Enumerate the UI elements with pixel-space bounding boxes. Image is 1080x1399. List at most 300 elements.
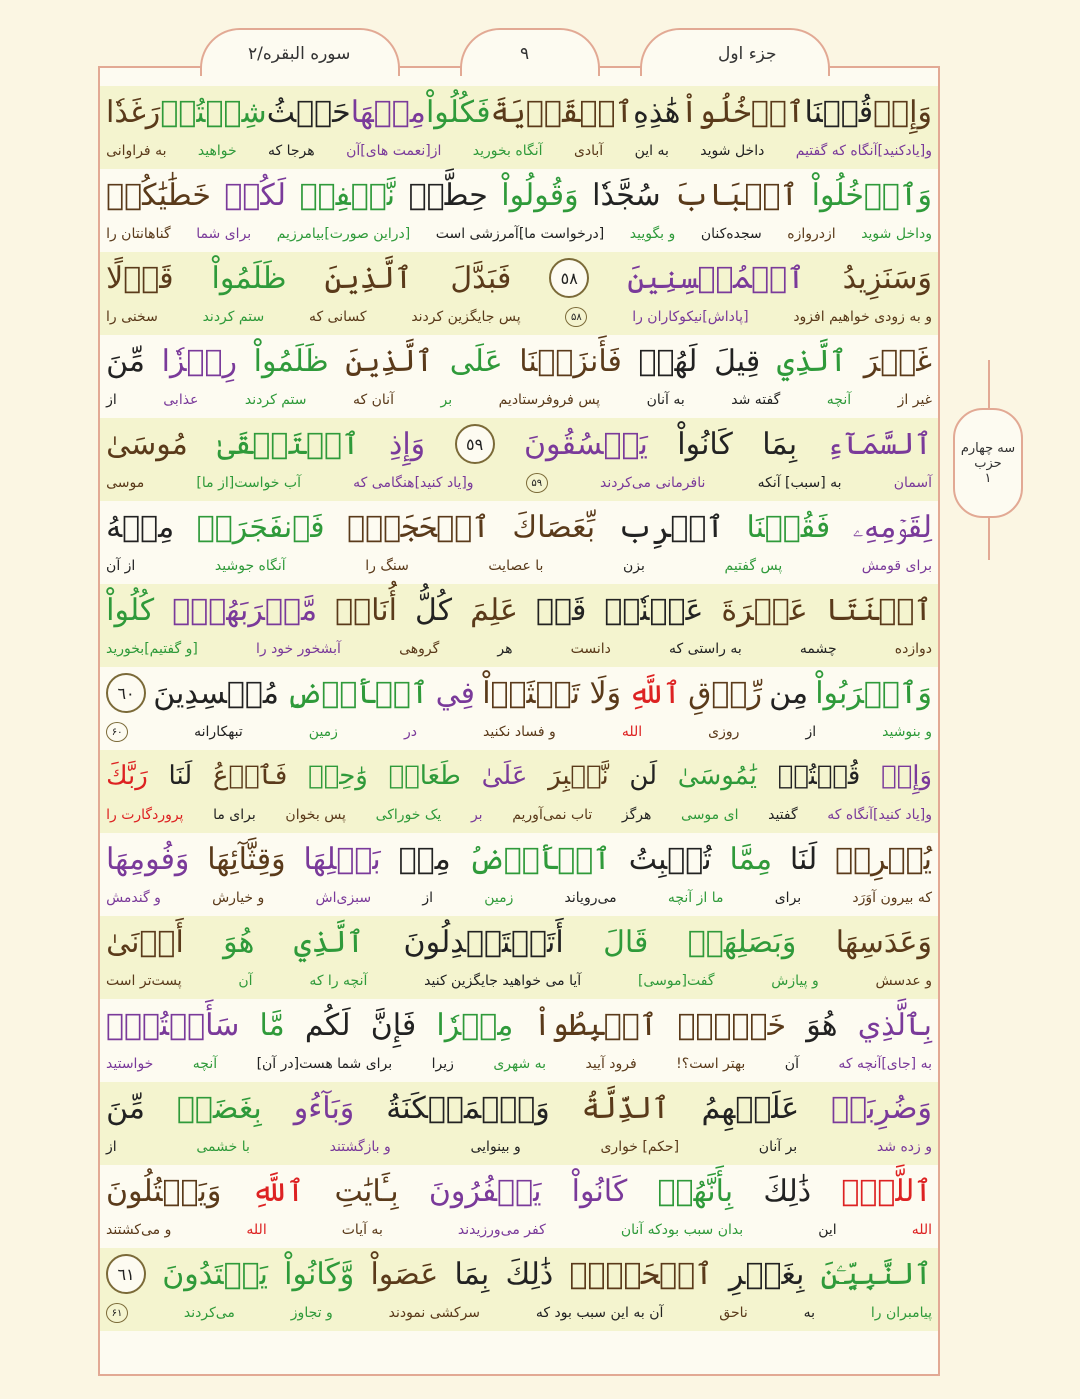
persian-word: از xyxy=(106,392,117,408)
persian-line xyxy=(106,1217,932,1243)
arabic-word: قُلۡنَا xyxy=(804,94,874,130)
arabic-word: يَفۡسُقُونَ xyxy=(523,426,648,462)
arabic-word: مِنۡهُ xyxy=(106,509,175,545)
arabic-word: مِصۡرٗا xyxy=(436,1007,514,1043)
persian-word: این xyxy=(818,1222,837,1238)
arabic-word: لَهُمۡ xyxy=(638,343,698,379)
ayah-number-small: ۶۰ xyxy=(106,722,128,742)
persian-word: و به زودی خواهیم افزود xyxy=(793,309,932,325)
arabic-line xyxy=(106,1250,932,1298)
arabic-word: ٱثۡنَتَا xyxy=(825,592,932,628)
arabic-line xyxy=(106,420,932,468)
arabic-line xyxy=(106,918,932,966)
arabic-word: فَإِنَّ xyxy=(370,1007,417,1043)
persian-word: تبهکارانه xyxy=(194,724,243,740)
persian-line xyxy=(106,470,932,496)
hizb-line-bottom xyxy=(988,518,990,560)
arabic-word: ٱللَّهِۗ xyxy=(841,1173,932,1209)
persian-word: ستم کردند xyxy=(202,309,265,325)
persian-line xyxy=(106,719,932,745)
persian-line xyxy=(106,138,932,164)
persian-word: آنان که xyxy=(353,392,394,408)
arabic-word: بِغَضَبٖ xyxy=(176,1090,262,1126)
persian-word: برای شما هست[در آن] xyxy=(256,1056,393,1072)
arabic-word: رِّزۡقِ xyxy=(688,675,762,711)
persian-word: به [جای]آنچه که xyxy=(838,1056,932,1072)
persian-word: به این xyxy=(634,143,669,159)
persian-word: زمین xyxy=(484,890,514,906)
arabic-word: رَبَّكَ xyxy=(106,761,148,791)
persian-line xyxy=(106,802,932,828)
verse-row xyxy=(100,418,938,501)
persian-word: گفته شد xyxy=(731,392,781,408)
persian-word: ای موسی xyxy=(681,807,739,823)
arabic-word: قِيلَ xyxy=(714,343,761,379)
arabic-word: أَتَسۡتَبۡدِلُونَ xyxy=(403,924,564,960)
persian-word: برای xyxy=(774,890,802,906)
arabic-word: سَأَلۡتُمۡۗ xyxy=(106,1007,240,1043)
arabic-word: فَبَدَّلَ xyxy=(450,260,512,296)
persian-word: ناحق xyxy=(719,1305,748,1321)
persian-word: آیا می خواهید جایگزین کنید xyxy=(424,973,582,989)
persian-word: [درخواست ما]آمرزشی است xyxy=(435,226,605,242)
arabic-word: ٱلۡمُحۡسِنِينَ xyxy=(627,260,805,296)
persian-word: از آن xyxy=(106,558,136,574)
persian-word: پس جایگزین کردند xyxy=(411,309,521,325)
persian-word: و زده شد xyxy=(876,1139,932,1155)
arabic-line xyxy=(106,586,932,634)
arabic-word: طَعَامٖ xyxy=(388,761,461,791)
persian-word: به آیات xyxy=(341,1222,383,1238)
persian-word: برای شما xyxy=(196,226,252,242)
verse-row xyxy=(100,916,938,999)
persian-word: خواستید xyxy=(106,1056,154,1072)
arabic-line xyxy=(106,669,932,717)
arabic-word: وَٱدۡخُلُواْ xyxy=(811,177,932,213)
verse-row xyxy=(100,999,938,1082)
verse-row xyxy=(100,169,938,252)
arabic-word: أَدۡنَىٰ xyxy=(106,924,184,960)
persian-word: آبشخور خود را xyxy=(255,641,341,657)
arabic-word: عَصَواْ xyxy=(370,1256,439,1292)
persian-word: آنچه xyxy=(192,1056,218,1072)
persian-word: و پیازش xyxy=(771,973,819,989)
persian-word: با خشمی xyxy=(196,1139,250,1155)
arabic-word: ٱللَّهِ xyxy=(628,675,681,711)
arabic-word: وَقُولُواْ xyxy=(501,177,579,213)
verse-row xyxy=(100,833,938,916)
persian-word: که بیرون آوَرَد xyxy=(852,890,932,906)
surah-label: سوره البقره/۲ xyxy=(248,44,351,64)
hizb-quarter: سه چهارم xyxy=(960,440,1016,456)
arabic-word: مِنۢ xyxy=(398,841,451,877)
arabic-word: ظَلَمُواْ xyxy=(253,343,329,379)
arabic-line xyxy=(106,1001,932,1049)
persian-word: به فراوانی xyxy=(106,143,167,159)
arabic-word: وَيَقۡتُلُونَ xyxy=(106,1173,222,1209)
arabic-word: مِّنَ xyxy=(106,343,145,379)
persian-word: آن به این سبب بود که xyxy=(535,1305,664,1321)
arabic-word: مَّا xyxy=(259,1007,285,1043)
persian-word: ستم کردند xyxy=(244,392,307,408)
arabic-word: يَعۡتَدُونَ xyxy=(162,1256,268,1292)
persian-word: و[یاد کنید]آنگاه که xyxy=(827,807,932,823)
arabic-word: وَإِذۡ xyxy=(881,761,932,791)
persian-word: پروردگارت را xyxy=(106,807,184,823)
arabic-word: كُلُواْ xyxy=(106,592,155,628)
arabic-line xyxy=(106,1084,932,1132)
arabic-word: ٱلۡأَرۡضُ xyxy=(468,841,611,877)
arabic-word: مِنۡهَا xyxy=(350,94,426,130)
persian-word: از xyxy=(805,724,817,740)
arabic-word: وَّكَانُواْ xyxy=(284,1256,355,1292)
arabic-word: مُفۡسِدِينَ xyxy=(153,675,279,711)
persian-word: بهتر است؟! xyxy=(676,1056,746,1072)
arabic-word: وَإِذۡ xyxy=(873,94,932,130)
persian-word: [حکم] خواری xyxy=(600,1139,680,1155)
arabic-word: مِن xyxy=(769,675,809,711)
arabic-word: أُنَاسٖ xyxy=(335,592,397,628)
arabic-word: ٱلۡحَجَرَۖ xyxy=(347,509,490,545)
arabic-word: ٱلَّذِينَ xyxy=(345,343,434,379)
arabic-word: ذَٰلِكَ xyxy=(763,1173,812,1209)
persian-word: زمین xyxy=(308,724,338,740)
hizb-word: حزب xyxy=(974,455,1002,471)
persian-word: از xyxy=(422,890,433,906)
persian-word: پیامبران را xyxy=(870,1305,932,1321)
arabic-word: عَيۡنٗاۖ xyxy=(604,592,704,628)
persian-word: روزی xyxy=(708,724,740,740)
arabic-word: وَفُومِهَا xyxy=(106,841,190,877)
persian-word: چشمه xyxy=(799,641,837,657)
arabic-word: وَضُرِبَتۡ xyxy=(831,1090,932,1126)
arabic-word: يَكۡفُرُونَ xyxy=(428,1173,542,1209)
persian-word: بزن xyxy=(623,558,645,574)
arabic-word: ٱلَّذِي xyxy=(293,924,365,960)
arabic-word: نَّصۡبِرَ xyxy=(548,761,609,791)
arabic-line xyxy=(106,1167,932,1215)
arabic-word: يُخۡرِجۡ xyxy=(835,841,932,877)
persian-word: کفر می‌ورزیدند xyxy=(457,1222,546,1238)
persian-word: سخنی را xyxy=(106,309,158,325)
arabic-word: نَّغۡفِرۡ xyxy=(299,177,396,213)
persian-word: دانست xyxy=(570,641,611,657)
arabic-word: قُلۡتُمۡ xyxy=(777,761,861,791)
verse-row xyxy=(100,501,938,584)
persian-word: و[یاد کنید]هنگامی که xyxy=(353,475,474,491)
arabic-word: ٱسۡتَسۡقَىٰ xyxy=(217,426,360,462)
persian-word: تاب نمی‌آوریم xyxy=(512,807,593,823)
persian-word: خواهید xyxy=(197,143,237,159)
arabic-word: مَّشۡرَبَهُمۡۖ xyxy=(172,592,318,628)
arabic-word: لَكُمۡ xyxy=(224,177,287,213)
persian-word: ازدروازه xyxy=(787,226,836,242)
persian-word: و بینوایی xyxy=(470,1139,521,1155)
persian-word: آنچه را که xyxy=(309,973,368,989)
ayah-number-marker: ٥٩ xyxy=(455,424,495,464)
arabic-word: قَوۡلًا xyxy=(106,260,174,296)
arabic-word: كَانُواْ xyxy=(677,426,733,462)
persian-word: [دراین صورت]بیامرزیم xyxy=(276,226,411,242)
persian-word: در xyxy=(403,724,417,740)
persian-word: بر xyxy=(470,807,483,823)
persian-word: آب خواست[از ما] xyxy=(196,475,301,491)
persian-word: برای ما xyxy=(213,807,256,823)
arabic-word: سُجَّدٗا xyxy=(592,177,661,213)
persian-word: سبزی‌اش xyxy=(315,890,372,906)
ayah-number-small: ۶۱ xyxy=(106,1303,128,1323)
verse-row xyxy=(100,584,938,667)
arabic-word: وَسَنَزِيدُ xyxy=(842,260,932,296)
persian-word: زیرا xyxy=(431,1056,454,1072)
arabic-word: كُلُّ xyxy=(415,592,453,628)
arabic-word: كَانُواْ xyxy=(571,1173,628,1209)
persian-word: آن xyxy=(784,1056,799,1072)
persian-word: سجده‌کنان xyxy=(700,226,762,242)
persian-word: گناهانتان را xyxy=(106,226,171,242)
page-number: ۹ xyxy=(520,44,530,64)
persian-word: به [سبب] آنکه xyxy=(757,475,842,491)
persian-word: [و گفتیم]بخورید xyxy=(106,641,198,657)
persian-word: الله xyxy=(911,1222,932,1238)
arabic-word: فَٱدۡعُ xyxy=(212,761,288,791)
verse-row xyxy=(100,252,938,335)
arabic-word: وَٱلۡمَسۡكَنَةُ xyxy=(386,1090,550,1126)
persian-line xyxy=(106,221,932,247)
arabic-word: فَأَنزَلۡنَا xyxy=(519,343,622,379)
persian-word: پس بخوان xyxy=(285,807,346,823)
arabic-word: فَكُلُواْ xyxy=(425,94,491,130)
persian-word: سنگ را xyxy=(365,558,409,574)
arabic-word: لَن xyxy=(629,761,658,791)
arabic-word: رِجۡزٗا xyxy=(161,343,237,379)
arabic-word: خَيۡرٌۚ xyxy=(677,1007,787,1043)
arabic-word: ذَٰلِكَ xyxy=(505,1256,554,1292)
persian-word: به آنان xyxy=(646,392,685,408)
hizb-line-top xyxy=(988,360,990,408)
persian-word: و بازگشتند xyxy=(329,1139,391,1155)
persian-word: می‌رویاند xyxy=(564,890,617,906)
arabic-word: عَلَيۡهِمُ xyxy=(701,1090,800,1126)
persian-word: الله xyxy=(246,1222,267,1238)
arabic-word: بِـَٔايَٰتِ xyxy=(334,1173,399,1209)
persian-word: می‌کردند xyxy=(183,1305,235,1321)
arabic-word: ٱضۡرِب xyxy=(617,509,724,545)
arabic-word: حَيۡثُ xyxy=(266,94,351,130)
arabic-word: لَنَا xyxy=(789,841,818,877)
arabic-word: عَلِمَ xyxy=(470,592,518,628)
ayah-number-small: ۵۸ xyxy=(565,307,587,327)
persian-word: پس گفتیم xyxy=(724,558,783,574)
arabic-word: وَٱشۡرَبُواْ xyxy=(815,675,932,711)
arabic-word: بِأَنَّهُمۡ xyxy=(657,1173,734,1209)
persian-word: به xyxy=(803,1305,816,1321)
arabic-word: رَغَدٗا xyxy=(106,94,161,130)
persian-word: سرکشی نمودند xyxy=(388,1305,481,1321)
persian-line xyxy=(106,1051,932,1077)
arabic-word: وَلَا تَعۡثَوۡاْ xyxy=(482,675,622,711)
arabic-word: ٱلنَّبِيِّـۧنَ xyxy=(820,1256,932,1292)
arabic-word: وَإِذِ xyxy=(388,426,426,462)
arabic-word: ٱلَّذِي xyxy=(776,343,848,379)
arabic-word: فَٱنفَجَرَتۡ xyxy=(196,509,325,545)
arabic-word: وَبَصَلِهَاۖ xyxy=(687,924,797,960)
persian-word: آنگاه بخورید xyxy=(472,143,543,159)
arabic-word: فَقُلۡنَا xyxy=(746,509,831,545)
arabic-word: مِمَّا xyxy=(729,841,773,877)
persian-word: نافرمانی می‌کردند xyxy=(599,475,706,491)
persian-word: عذابی xyxy=(163,392,199,408)
arabic-word: ٱلَّذِينَ xyxy=(324,260,413,296)
persian-word: گفتید xyxy=(768,807,798,823)
arabic-word: وَقِثَّآئِهَا xyxy=(207,841,286,877)
verse-row xyxy=(100,1082,938,1165)
persian-word: گروهی xyxy=(399,641,440,657)
arabic-word: مِّنَ xyxy=(106,1090,145,1126)
arabic-word: عَلَى xyxy=(449,343,503,379)
persian-word: آسمان xyxy=(893,475,932,491)
arabic-word: ٱلۡأَرۡضِ xyxy=(286,675,429,711)
arabic-word: غَيۡرَ xyxy=(863,343,932,379)
arabic-word: هُوَ xyxy=(806,1007,838,1043)
juz-label: جزء اول xyxy=(718,44,777,64)
persian-word: موسی xyxy=(106,475,145,491)
persian-word: غیر از xyxy=(897,392,932,408)
arabic-line xyxy=(106,835,932,883)
persian-word: از[نعمت های]آن xyxy=(346,143,442,159)
arabic-word: بِّعَصَاكَ xyxy=(512,509,596,545)
persian-word: بر xyxy=(440,392,453,408)
persian-word: کسانی که xyxy=(308,309,367,325)
verse-row xyxy=(100,750,938,833)
persian-word: از xyxy=(106,1139,117,1155)
ayah-number-marker: ٥٨ xyxy=(549,258,589,298)
verse-row xyxy=(100,1165,938,1248)
persian-line xyxy=(106,387,932,413)
arabic-line xyxy=(106,503,932,551)
persian-word: فرود آیید xyxy=(585,1056,637,1072)
arabic-word: قَالَ xyxy=(603,924,649,960)
arabic-word: بِغَيۡرِ xyxy=(728,1256,805,1292)
arabic-word: ظَلَمُواْ xyxy=(211,260,287,296)
verse-row xyxy=(100,335,938,418)
arabic-word: بِمَا xyxy=(762,426,798,462)
persian-word: و[یادکنید]آنگاه که گفتیم xyxy=(795,143,932,159)
arabic-word: لَكُم xyxy=(304,1007,351,1043)
arabic-word: وَٰحِدٖ xyxy=(307,761,368,791)
persian-word: هرگز xyxy=(621,807,652,823)
persian-line xyxy=(106,1300,932,1326)
arabic-word: يَٰمُوسَىٰ xyxy=(677,761,757,791)
persian-word: بر آنان xyxy=(758,1139,798,1155)
persian-line xyxy=(106,1134,932,1160)
persian-word: ما از آنچه xyxy=(667,890,724,906)
arabic-word: مُوسَىٰ xyxy=(106,426,188,462)
persian-word: دوازده xyxy=(894,641,932,657)
arabic-word: وَعَدَسِهَا xyxy=(835,924,932,960)
persian-word: و بگویید xyxy=(629,226,676,242)
verse-row xyxy=(100,667,938,750)
arabic-line xyxy=(106,254,932,302)
arabic-word: شِئۡتُمۡ xyxy=(160,94,267,130)
arabic-line xyxy=(106,88,932,136)
persian-word: بدان سبب بودکه آنان xyxy=(620,1222,744,1238)
persian-word: و گندمش xyxy=(106,890,161,906)
arabic-word: ٱلسَّمَآءِ xyxy=(826,426,932,462)
persian-word: هر xyxy=(497,641,513,657)
persian-line xyxy=(106,553,932,579)
persian-word: به شهری xyxy=(493,1056,547,1072)
persian-word: و عدسش xyxy=(875,973,932,989)
ayah-number-small: ۵۹ xyxy=(526,473,548,493)
arabic-word: ٱهۡبِطُواْ xyxy=(533,1007,658,1043)
persian-word: با عصایت xyxy=(488,558,544,574)
persian-word: و تجاوز xyxy=(290,1305,333,1321)
persian-line xyxy=(106,304,932,330)
persian-word: وداخل شوید xyxy=(861,226,932,242)
ayah-number-marker: ٦٠ xyxy=(106,673,146,713)
hizb-marker xyxy=(953,408,1023,518)
persian-word: پس فروفرستادیم xyxy=(498,392,601,408)
persian-word: و می‌کشتند xyxy=(106,1222,172,1238)
arabic-word: ٱلذِّلَّةُ xyxy=(581,1090,670,1126)
verse-row xyxy=(100,86,938,169)
arabic-word: عَشۡرَةَ xyxy=(721,592,808,628)
arabic-word: ٱلۡقَرۡيَةَ xyxy=(490,94,634,130)
persian-word: یک خوراکی xyxy=(375,807,442,823)
arabic-word: بِٱلَّذِي xyxy=(857,1007,932,1043)
arabic-word: ٱلۡبَابَ xyxy=(674,177,799,213)
persian-word: آنگاه جوشید xyxy=(214,558,286,574)
arabic-word: بِمَا xyxy=(454,1256,490,1292)
arabic-line xyxy=(106,337,932,385)
arabic-word: بَقۡلِهَا xyxy=(303,841,381,877)
hizb-number: ۱ xyxy=(984,470,992,486)
arabic-word: حِطَّةٞ xyxy=(408,177,488,213)
arabic-line xyxy=(106,171,932,219)
persian-word: گفت[موسی] xyxy=(637,973,715,989)
persian-word: آن xyxy=(238,973,253,989)
arabic-word: لِقَوۡمِهِۦ xyxy=(852,509,932,545)
persian-word: آبادی xyxy=(573,143,604,159)
arabic-word: قَدۡ xyxy=(535,592,587,628)
arabic-word: ٱدۡخُلُواْ xyxy=(680,94,805,130)
ayah-number-marker: ٦١ xyxy=(106,1254,146,1294)
persian-line xyxy=(106,636,932,662)
arabic-word: ٱللَّهِ xyxy=(251,1173,305,1209)
arabic-word: لَنَا xyxy=(168,761,193,791)
persian-word: الله xyxy=(621,724,643,740)
arabic-word: هُوَ xyxy=(223,924,255,960)
persian-word: [پاداش]نیکوکاران را xyxy=(632,309,749,325)
arabic-word: فِي xyxy=(435,675,476,711)
persian-line xyxy=(106,885,932,911)
persian-word: پست‌تر است xyxy=(106,973,182,989)
arabic-line xyxy=(106,752,932,800)
persian-word: و بنوشید xyxy=(882,724,932,740)
persian-word: برای قومش xyxy=(861,558,932,574)
arabic-word: ٱلۡحَقِّۗ xyxy=(569,1256,713,1292)
arabic-word: هَٰذِهِ xyxy=(633,94,681,130)
persian-word: داخل شوید xyxy=(700,143,765,159)
persian-word: به راستی که xyxy=(669,641,742,657)
persian-word: و فساد نکنید xyxy=(483,724,556,740)
arabic-word: خَطَٰيَٰكُمۡ xyxy=(106,177,211,213)
arabic-word: عَلَىٰ xyxy=(481,761,528,791)
persian-word: هرجا که xyxy=(268,143,315,159)
persian-word: و خیارش xyxy=(212,890,265,906)
persian-line xyxy=(106,968,932,994)
